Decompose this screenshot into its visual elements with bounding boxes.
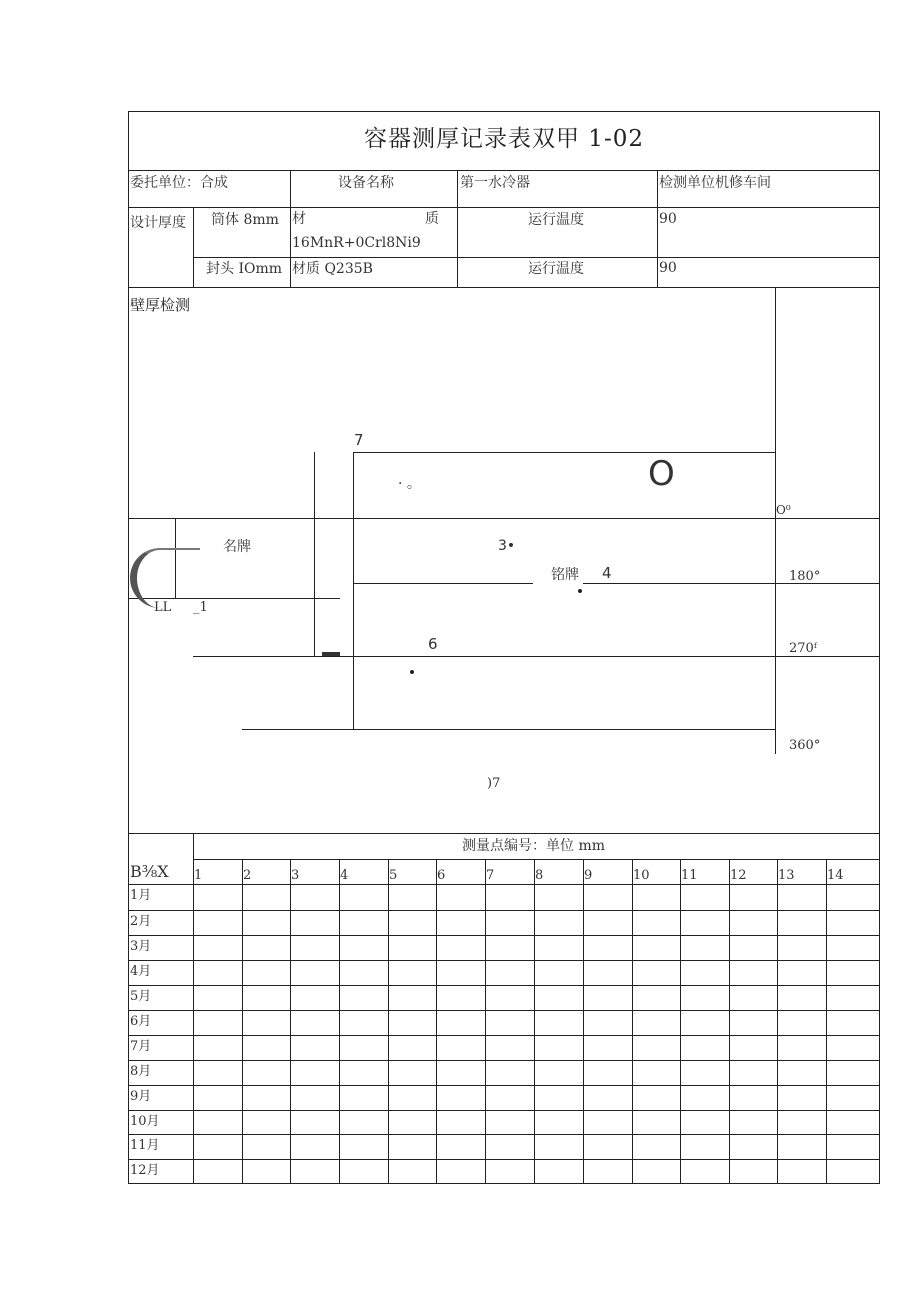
angle-0-label: O⁰ [776, 503, 791, 517]
table-cell[interactable] [194, 1036, 241, 1059]
table-cell[interactable] [778, 1160, 825, 1183]
column-header: 5 [389, 868, 398, 883]
table-cell[interactable] [827, 885, 879, 909]
table-cell[interactable] [437, 911, 484, 934]
point-6-dot [410, 670, 414, 674]
table-cell[interactable] [778, 1086, 825, 1109]
table-cell[interactable] [194, 1160, 241, 1183]
row-label: 6月 [130, 1014, 152, 1029]
table-cell[interactable] [340, 1160, 387, 1183]
table-cell[interactable] [243, 1160, 289, 1183]
table-cell[interactable] [486, 961, 533, 984]
table-cell[interactable] [389, 986, 435, 1009]
table-cell[interactable] [243, 936, 289, 959]
table-cell[interactable] [633, 1111, 679, 1133]
table-cell[interactable] [778, 1135, 825, 1158]
row-label: 2月 [130, 914, 152, 929]
nameplate-label-2: 铭牌 [551, 567, 579, 583]
table-cell[interactable] [340, 1011, 387, 1034]
table-cell[interactable] [340, 1036, 387, 1059]
column-header: 3 [291, 868, 300, 883]
table-cell[interactable] [633, 936, 679, 959]
table-cell[interactable] [486, 1061, 533, 1084]
equipment-value: 第一水冷器 [460, 175, 530, 191]
header-col-line [193, 207, 194, 287]
table-cell[interactable] [827, 1036, 879, 1059]
table-cell[interactable] [291, 1160, 338, 1183]
table-cell[interactable] [535, 1135, 582, 1158]
page-title: 容器测厚记录表双甲 1-02 [364, 126, 644, 152]
table-cell[interactable] [194, 936, 241, 959]
table-cell[interactable] [584, 1086, 631, 1109]
table-cell[interactable] [633, 1135, 679, 1158]
table-cell[interactable] [730, 986, 776, 1009]
table-cell[interactable] [535, 1036, 582, 1059]
table-cell[interactable] [486, 911, 533, 934]
table-cell[interactable] [827, 1111, 879, 1133]
column-header: 10 [633, 868, 650, 883]
run-temp-label: 运行温度 [528, 212, 584, 228]
run-temp-value-2: 90 [659, 260, 677, 276]
table-cell[interactable] [584, 1135, 631, 1158]
design-thickness-label: 设计厚度 [130, 215, 186, 231]
table-cell[interactable] [633, 1061, 679, 1084]
table-cell[interactable] [633, 1086, 679, 1109]
table-cell[interactable] [633, 1160, 679, 1183]
table-cell[interactable] [778, 1036, 825, 1059]
table-cell[interactable] [827, 1061, 879, 1084]
table-cell[interactable] [681, 961, 728, 984]
table-cell[interactable] [243, 986, 289, 1009]
table-cell[interactable] [340, 1086, 387, 1109]
sketch-line [193, 656, 880, 657]
table-cell[interactable] [243, 1061, 289, 1084]
table-cell[interactable] [730, 1061, 776, 1084]
table-cell[interactable] [681, 885, 728, 909]
table-cell[interactable] [194, 1086, 241, 1109]
point-4-label: 4 [602, 564, 612, 582]
row-label: 11月 [130, 1138, 160, 1153]
header-col-line [657, 170, 658, 287]
table-cell[interactable] [389, 1111, 435, 1133]
table-cell[interactable] [437, 986, 484, 1009]
table-top-line [128, 833, 880, 834]
table-cell[interactable] [194, 911, 241, 934]
table-cell[interactable] [535, 936, 582, 959]
table-cell[interactable] [827, 961, 879, 984]
sketch-right-line [775, 287, 776, 754]
big-o-mark: O [648, 454, 675, 494]
table-cell[interactable] [340, 885, 387, 909]
table-cell[interactable] [827, 1011, 879, 1034]
table-cell[interactable] [486, 1111, 533, 1133]
table-cell[interactable] [194, 986, 241, 1009]
table-cell[interactable] [681, 1061, 728, 1084]
table-cell[interactable] [486, 1135, 533, 1158]
table-cell[interactable] [681, 911, 728, 934]
table-cell[interactable] [778, 1011, 825, 1034]
table-cell[interactable] [243, 911, 289, 934]
sketch-line [128, 518, 880, 519]
table-cell[interactable] [730, 1160, 776, 1183]
angle-270-label: 270ᶠ [789, 641, 817, 656]
table-cell[interactable] [778, 961, 825, 984]
table-cell[interactable] [340, 936, 387, 959]
row-label: 1月 [130, 888, 152, 903]
point-3-label: 3• [498, 538, 516, 554]
table-cell[interactable] [291, 961, 338, 984]
table-cell[interactable] [730, 1086, 776, 1109]
nameplate-mark [322, 652, 340, 656]
table-cell[interactable] [778, 936, 825, 959]
table-cell[interactable] [340, 986, 387, 1009]
table-cell[interactable] [389, 936, 435, 959]
table-cell[interactable] [291, 1011, 338, 1034]
table-cell[interactable] [535, 885, 582, 909]
table-cell[interactable] [730, 1135, 776, 1158]
table-cell[interactable] [243, 1036, 289, 1059]
table-cell[interactable] [730, 1036, 776, 1059]
vessel-arc-shape [130, 548, 200, 608]
table-cell[interactable] [291, 986, 338, 1009]
run-temp-label-2: 运行温度 [528, 261, 584, 277]
client-label: 委托单位：合成 [130, 175, 228, 191]
point-6-label: 6 [428, 635, 438, 653]
row-label: 7月 [130, 1039, 152, 1054]
point-7-label: 7 [354, 431, 364, 449]
table-cell[interactable] [633, 961, 679, 984]
sketch-line [583, 583, 880, 584]
table-cell[interactable] [827, 1135, 879, 1158]
table-cell[interactable] [437, 1135, 484, 1158]
header-divider [128, 207, 880, 208]
table-cell[interactable] [730, 936, 776, 959]
table-cell[interactable] [291, 1061, 338, 1084]
row-label: 3月 [130, 939, 152, 954]
table-cell[interactable] [340, 961, 387, 984]
table-cell[interactable] [389, 1061, 435, 1084]
table-cell[interactable] [681, 1160, 728, 1183]
table-cell[interactable] [827, 1086, 879, 1109]
table-cell[interactable] [486, 1086, 533, 1109]
table-cell[interactable] [486, 936, 533, 959]
table-cell[interactable] [827, 986, 879, 1009]
table-cell[interactable] [437, 961, 484, 984]
table-cell[interactable] [535, 1086, 582, 1109]
table-cell[interactable] [194, 1011, 241, 1034]
table-cell[interactable] [437, 1111, 484, 1133]
table-cell[interactable] [194, 885, 241, 909]
column-header: 2 [243, 868, 252, 883]
table-cell[interactable] [778, 885, 825, 909]
table-cell[interactable] [730, 1011, 776, 1034]
table-cell[interactable] [486, 1036, 533, 1059]
table-cell[interactable] [389, 1011, 435, 1034]
table-cell[interactable] [730, 885, 776, 909]
table-cell[interactable] [778, 986, 825, 1009]
table-cell[interactable] [486, 1160, 533, 1183]
table-cell[interactable] [827, 936, 879, 959]
table-cell[interactable] [389, 1086, 435, 1109]
header-divider [193, 257, 880, 258]
table-cell[interactable] [584, 1160, 631, 1183]
material-label-left: 材 [292, 211, 306, 227]
table-cell[interactable] [437, 1160, 484, 1183]
table-row-line [193, 859, 880, 860]
head-material: 材质 Q235B [292, 261, 373, 277]
table-cell[interactable] [437, 1011, 484, 1034]
row-label: 10月 [130, 1114, 160, 1129]
table-cell[interactable] [389, 911, 435, 934]
table-cell[interactable] [584, 911, 631, 934]
angle-360-label: 360° [789, 738, 821, 753]
table-cell[interactable] [389, 1135, 435, 1158]
column-header: 1 [194, 868, 203, 883]
table-cell[interactable] [535, 1061, 582, 1084]
column-header: 13 [778, 868, 795, 883]
row-label: 9月 [130, 1089, 152, 1104]
table-cell[interactable] [243, 961, 289, 984]
table-cell[interactable] [535, 986, 582, 1009]
column-header: 11 [681, 868, 698, 883]
table-cell[interactable] [584, 1061, 631, 1084]
table-cell[interactable] [291, 1111, 338, 1133]
table-cell[interactable] [340, 1061, 387, 1084]
sketch-line [353, 583, 533, 584]
table-cell[interactable] [340, 1111, 387, 1133]
column-header: 7 [486, 868, 495, 883]
table-cell[interactable] [535, 1011, 582, 1034]
table-cell[interactable] [291, 1086, 338, 1109]
table-cell[interactable] [535, 911, 582, 934]
table-cell[interactable] [535, 1160, 582, 1183]
table-cell[interactable] [730, 1111, 776, 1133]
row-label: 12月 [130, 1163, 160, 1178]
table-cell[interactable] [194, 1111, 241, 1133]
table-cell[interactable] [730, 961, 776, 984]
table-cell[interactable] [681, 1036, 728, 1059]
table-cell[interactable] [389, 885, 435, 909]
shell-thickness: 筒体 8mm [211, 212, 279, 228]
section-title: 壁厚检测 [130, 296, 191, 314]
row-label: 8月 [130, 1064, 152, 1079]
row-label: 4月 [130, 964, 152, 979]
table-cell[interactable] [778, 1061, 825, 1084]
bottom-mark: )7 [487, 776, 501, 791]
table-cell[interactable] [535, 961, 582, 984]
table-cell[interactable] [827, 1160, 879, 1183]
run-temp-value: 90 [659, 211, 677, 227]
row-label: 5月 [130, 989, 152, 1004]
table-cell[interactable] [584, 1011, 631, 1034]
table-cell[interactable] [389, 1160, 435, 1183]
table-cell[interactable] [633, 885, 679, 909]
table-cell[interactable] [389, 1036, 435, 1059]
table-cell[interactable] [243, 1011, 289, 1034]
table-cell[interactable] [633, 986, 679, 1009]
table-cell[interactable] [243, 885, 289, 909]
table-cell[interactable] [681, 936, 728, 959]
material-value: 16MnR+0Crl8Ni9 [292, 235, 421, 251]
table-cell[interactable] [633, 911, 679, 934]
ll-label: LL [154, 600, 172, 615]
column-header: 14 [827, 868, 844, 883]
point-4-dot [578, 589, 582, 593]
table-cell[interactable] [389, 961, 435, 984]
column-header: 4 [340, 868, 349, 883]
header-divider [128, 287, 880, 288]
angle-180-label: 180° [789, 569, 821, 584]
column-header: 6 [437, 868, 446, 883]
sketch-line [314, 452, 315, 656]
column-header: 8 [535, 868, 544, 883]
inspector-label: 检测单位机修车间 [659, 175, 771, 191]
table-cell[interactable] [194, 1135, 241, 1158]
table-cell[interactable] [486, 1011, 533, 1034]
table-cell[interactable] [437, 1061, 484, 1084]
table-corner: B³⁄₈X [130, 862, 169, 881]
table-cell[interactable] [437, 936, 484, 959]
table-cell[interactable] [437, 885, 484, 909]
table-cell[interactable] [437, 1036, 484, 1059]
column-header: 9 [584, 868, 593, 883]
table-cell[interactable] [243, 1086, 289, 1109]
table-cell[interactable] [827, 911, 879, 934]
table-cell[interactable] [291, 1036, 338, 1059]
table-cell[interactable] [633, 1036, 679, 1059]
table-cell[interactable] [291, 885, 338, 909]
table-cell[interactable] [535, 1111, 582, 1133]
table-cell[interactable] [584, 961, 631, 984]
table-cell[interactable] [730, 911, 776, 934]
table-cell[interactable] [584, 1111, 631, 1133]
table-cell[interactable] [291, 911, 338, 934]
nameplate-label-1: 名牌 [223, 539, 251, 555]
table-cell[interactable] [681, 1135, 728, 1158]
table-cell[interactable] [584, 936, 631, 959]
table-cell[interactable] [681, 1086, 728, 1109]
table-cell[interactable] [291, 1135, 338, 1158]
table-cell[interactable] [778, 1111, 825, 1133]
table-cell[interactable] [778, 911, 825, 934]
material-label-right: 质 [425, 211, 439, 227]
table-cell[interactable] [437, 1086, 484, 1109]
header-col-line [457, 170, 458, 287]
table-cell[interactable] [243, 1111, 289, 1133]
table-cell[interactable] [194, 1061, 241, 1084]
sketch-line [353, 452, 775, 453]
header-col-line [290, 170, 291, 287]
table-cell[interactable] [340, 1135, 387, 1158]
table-cell[interactable] [486, 986, 533, 1009]
header-divider [128, 170, 880, 171]
sketch-line [353, 452, 354, 729]
table-cell[interactable] [681, 1111, 728, 1133]
table-cell[interactable] [486, 885, 533, 909]
head-thickness: 封头 IOmm [206, 261, 283, 277]
sketch-line [242, 729, 775, 730]
table-cell[interactable] [633, 1011, 679, 1034]
table-cell[interactable] [340, 911, 387, 934]
table-cell[interactable] [291, 936, 338, 959]
table-cell[interactable] [681, 986, 728, 1009]
table-cell[interactable] [194, 961, 241, 984]
table-cell[interactable] [584, 986, 631, 1009]
table-cell[interactable] [584, 885, 631, 909]
column-header: 12 [730, 868, 747, 883]
table-cell[interactable] [584, 1036, 631, 1059]
dots-text: · 。 [398, 476, 421, 492]
table-caption: 测量点编号：单位 mm [462, 838, 606, 854]
table-cell[interactable] [681, 1011, 728, 1034]
table-cell[interactable] [243, 1135, 289, 1158]
one-label: _1 [193, 600, 208, 615]
equipment-label: 设备名称 [338, 175, 394, 191]
